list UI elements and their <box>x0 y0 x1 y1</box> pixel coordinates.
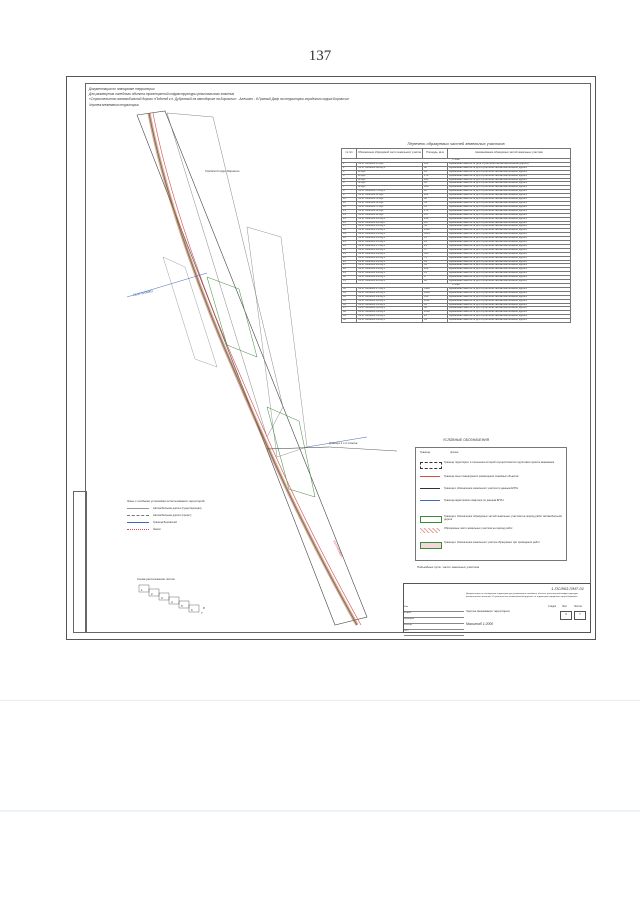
table-cell: Временная занятость для строительства автомобильной дороги <box>448 256 571 260</box>
table-cell: Временная занятость для строительства автомобильной дороги <box>448 315 571 319</box>
table-cell: 110 <box>423 194 448 198</box>
table-cell: Временная занятость для строительства автомобильной дороги <box>448 295 571 299</box>
table-cell: 6 <box>423 276 448 280</box>
legend-extra: Подъездные пути, части земельных участков <box>417 565 480 569</box>
table-cell: 7 <box>342 186 357 190</box>
table-cell: 17 <box>342 225 357 229</box>
table-cell: 53:37:0209001:27/чзу1 <box>357 287 423 291</box>
table-header-area: Площадь, кв.м <box>423 149 448 159</box>
table-cell: Временная занятость для строительства автомобильной дороги <box>448 260 571 264</box>
table-cell: 53:37:0209001:34/чзу1 <box>357 315 423 319</box>
legend-item <box>420 474 566 484</box>
table-cell: 15 <box>342 217 357 221</box>
legend-text-5: Граница и обозначение образуемых частей земельных участков на период работ автомобильной дороги <box>444 515 562 521</box>
table-cell: 53:37:0209001:28/чзу1 <box>357 291 423 295</box>
table-cell: Временная занятость для строительства автомобильной дороги <box>448 178 571 182</box>
left-legend-title: Зоны с особыми условиями использования территорий <box>127 499 205 503</box>
table-cell: Временная занятость для строительства автомобильной дороги <box>448 182 571 186</box>
table-cell: 53:37:0208001:7/чзу1 <box>357 205 423 209</box>
left-legend-swatch <box>127 529 149 533</box>
table-cell: 13 <box>342 209 357 213</box>
table-cell: 2113 <box>423 229 448 233</box>
table-cell: 53:37:0208001:24/чзу1 <box>357 272 423 276</box>
scheme-sheet-label: 8 <box>203 606 205 610</box>
table-cell: 107 <box>423 221 448 225</box>
table-cell: 53:37:0208001:15/чзу1 <box>357 237 423 241</box>
table-cell: 81 <box>423 319 448 323</box>
table-cell: 6261 <box>423 233 448 237</box>
table-cell: 36 <box>342 303 357 307</box>
table-cell: Временная занятость для строительства автомобильной дороги <box>448 287 571 291</box>
table-cell: 12 <box>342 205 357 209</box>
legend-item <box>420 526 566 536</box>
table-cell: 53:37:0208001:16/чзу1 <box>357 241 423 245</box>
stage-boundary-line <box>267 447 329 449</box>
left-legend-swatch <box>127 522 149 526</box>
table-title: Перечень образуемых частей земельных участков <box>407 141 505 146</box>
side-stamp-block <box>73 491 87 633</box>
left-legend-swatch <box>127 508 149 512</box>
table-cell: 92 <box>423 198 448 202</box>
legend-swatch-parcel <box>420 488 440 494</box>
table-cell: 21 <box>423 244 448 248</box>
role-row: Изм. <box>404 606 464 612</box>
role-row: ГИП <box>404 630 464 636</box>
table-cell: 1151 <box>423 299 448 303</box>
table-cell: 53:37:0209001:30/чзу1 <box>357 299 423 303</box>
table-cell: 18 <box>342 229 357 233</box>
table-cell: Временная занятость для строительства автомобильной дороги <box>448 299 571 303</box>
table-cell: 11 <box>342 201 357 205</box>
left-legend-text: Автомобильная дорога (проект) <box>153 514 192 517</box>
table-cell: 53:37:0208001:20/чзу1 <box>357 256 423 260</box>
legend-swatch-hatch <box>420 528 440 533</box>
table-cell: 9 <box>342 194 357 198</box>
table-cell: 53:37:0209001:1/чзу1 <box>357 162 423 166</box>
table-section-2: 2 этап <box>342 284 571 288</box>
header-line-4: Чертеж межевания территории <box>89 103 139 107</box>
table-section-1: 1 этап <box>342 159 571 163</box>
table-cell: 44 <box>423 260 448 264</box>
adjacent-parcel <box>167 113 283 437</box>
table-cell: 25 <box>342 256 357 260</box>
stage-label: Стадия <box>548 605 557 608</box>
left-legend <box>127 499 237 543</box>
document-description: Документация по планировке территории для размещения линейного объекта транспортной инфраструктуры регионального значения «Строительство автомобильной дороги» на территории городского округа Боровичи <box>466 593 579 598</box>
table-row <box>342 319 571 323</box>
table-cell: 3340 <box>423 287 448 291</box>
table-cell: 16 <box>342 221 357 225</box>
sheet-label: Лист <box>562 605 568 608</box>
table-cell: 44 <box>423 303 448 307</box>
legend-header-row <box>420 450 566 460</box>
table-cell: 1060 <box>423 291 448 295</box>
legend-text-4: Граница кадастрового квартала по данным ЕГРН <box>444 499 504 502</box>
left-legend-text: Автомобильная дорога (существующая) <box>153 507 202 510</box>
legend-item <box>420 514 566 524</box>
table-cell: 57 <box>423 248 448 252</box>
table-cell: Временная занятость для строительства автомобильной дороги <box>448 241 571 245</box>
left-legend-item <box>127 527 237 534</box>
scheme-sheet-label: 5 <box>181 604 183 608</box>
table-cell: 53:37:0208001:25/чзу1 <box>357 276 423 280</box>
table-cell: 53:37:0208001:4/чзу1 <box>357 194 423 198</box>
table-cell: Временная занятость для строительства автомобильной дороги <box>448 217 571 221</box>
role-row: Проверил <box>404 618 464 624</box>
page-number: 137 <box>308 48 332 64</box>
table-cell: Временная занятость для строительства автомобильной дороги <box>448 213 571 217</box>
legend-item <box>420 498 566 508</box>
table-cell: 24 <box>342 252 357 256</box>
scheme-drawing <box>137 581 207 615</box>
table-cell: 3/чзу1 <box>357 174 423 178</box>
table-cell: 53:37:0209001:31/чзу1 <box>357 303 423 307</box>
table-cell: 13 <box>423 272 448 276</box>
table-cell: 53:37:0208001:10/чзу1 <box>357 217 423 221</box>
table-cell: Временная занятость для строительства автомобильной дороги <box>448 194 571 198</box>
table-cell: Временная занятость для строительства автомобильной дороги <box>448 252 571 256</box>
table-cell: 1 <box>342 162 357 166</box>
scheme-sheet-label: 2 <box>151 592 153 596</box>
table-cell: Временная занятость для строительства автомобильной дороги <box>448 221 571 225</box>
table-cell: 6 <box>342 182 357 186</box>
table-cell: Временная занятость для строительства автомобильной дороги <box>448 268 571 272</box>
legend-swatch-formed <box>420 542 442 549</box>
table-cell: Временная занятость для строительства автомобильной дороги <box>448 186 571 190</box>
map-label-stage-boundary: Граница 1 и 2 этапов <box>329 441 358 445</box>
table-cell: 38 <box>423 307 448 311</box>
table-cell: Временная занятость для строительства автомобильной дороги <box>448 307 571 311</box>
table-cell: 63 <box>423 241 448 245</box>
table-cell: 96 <box>423 182 448 186</box>
table-cell: 53:37:0209001:32/чзу1 <box>357 307 423 311</box>
title-block <box>403 583 591 633</box>
left-legend-item <box>127 513 237 520</box>
header-line-1: Документация по планировке территории <box>89 87 155 91</box>
table-cell: 19 <box>342 233 357 237</box>
left-legend-item <box>127 506 237 513</box>
table-cell: Временная занятость для строительства автомобильной дороги <box>448 237 571 241</box>
legend-swatch-part <box>420 516 442 523</box>
table-cell: 313 <box>423 295 448 299</box>
legend-item <box>420 486 566 496</box>
table-cell: 23 <box>342 248 357 252</box>
table-cell: 35 <box>423 237 448 241</box>
table-cell: 53:37:0208001:8/чзу1 <box>357 209 423 213</box>
table-cell: 4 <box>342 174 357 178</box>
table-cell: Временная занятость для строительства автомобильной дороги <box>448 229 571 233</box>
table-cell: 53:37:0208001:11/чзу1 <box>357 221 423 225</box>
table-cell: 323 <box>423 252 448 256</box>
table-cell: 53:37:0209001:33/чзу1 <box>357 311 423 315</box>
legend-item <box>420 540 566 550</box>
table-cell: 53:37:0208001:9/чзу1 <box>357 213 423 217</box>
signature-grid <box>404 606 464 632</box>
table-cell: 54 <box>423 201 448 205</box>
table-cell: Временная занятость для строительства автомобильной дороги <box>448 280 571 284</box>
document-code: 1-ПС/863-ПМТ-01 <box>551 586 584 591</box>
table-cell: Временная занятость для строительства автомобильной дороги <box>448 225 571 229</box>
scheme-title: Схема расположения листов <box>137 577 175 581</box>
legend-text-2: Граница зоны планируемого размещения линейных объектов <box>444 475 519 478</box>
road-axis <box>149 113 357 625</box>
table-cell: 48 <box>423 166 448 170</box>
table-cell: 98 <box>423 280 448 284</box>
sheet-name: Чертеж межевания территории <box>466 609 510 613</box>
table-cell: 29 <box>342 272 357 276</box>
table-cell: 37 <box>342 307 357 311</box>
legend-swatch-zone <box>420 476 440 482</box>
table-cell: Временная занятость для строительства автомобильной дороги <box>448 291 571 295</box>
legend-main <box>415 438 567 561</box>
table-cell: 30 <box>342 276 357 280</box>
map-label-quarter-2: 53:37:0208001 <box>332 539 345 559</box>
table-cell: Временная занятость для строительства автомобильной дороги <box>448 190 571 194</box>
left-legend-text: Земли <box>153 528 161 531</box>
table-cell: 295 <box>423 178 448 182</box>
table-cell: 53:37:0208001:12/чзу1 <box>357 225 423 229</box>
table-cell: Временная занятость для строительства автомобильной дороги <box>448 170 571 174</box>
table-cell: Временная занятость для строительства автомобильной дороги <box>448 198 571 202</box>
table-cell: 31 <box>342 280 357 284</box>
table-cell: 53:37:0208001:76/чзу1 <box>357 190 423 194</box>
table-cell: 210 <box>423 217 448 221</box>
map-label-district: Городской округ Боровичи <box>205 169 240 173</box>
table-cell: 21 <box>342 241 357 245</box>
table-cell: 53:37:0208001:23/чзу1 <box>357 268 423 272</box>
legend-text-1: Граница территории, в отношении которой осуществляется подготовка проекта межевания <box>444 461 555 464</box>
table-cell: 53:37:0208001:26/чзу1 <box>357 280 423 284</box>
table-cell: 1202 <box>423 311 448 315</box>
table-cell: Временная занятость для строительства автомобильной дороги <box>448 303 571 307</box>
road-edge <box>153 113 361 625</box>
table-cell: 53:37:0208001:5/чзу1 <box>357 198 423 202</box>
scheme-sheet-label: 3 <box>161 596 163 600</box>
table-header-designation: Обозначение образуемой части земельного участка <box>357 149 423 159</box>
table-cell: 53:37:0208001:17/чзу1 <box>357 244 423 248</box>
table-cell: 28 <box>342 268 357 272</box>
table-cell: 127 <box>423 213 448 217</box>
table-cell: 40 <box>342 319 357 323</box>
table-cell: 2/чзу1 <box>357 170 423 174</box>
table-cell: Временная занятость для строительства автомобильной дороги <box>448 319 571 323</box>
table-header-name: Наименование образуемых частей земельных участков <box>448 149 571 159</box>
table-cell: 226 <box>423 268 448 272</box>
parcel-part-1 <box>207 277 257 357</box>
legend-title: УСЛОВНЫЕ ОБОЗНАЧЕНИЯ <box>442 438 490 442</box>
table-cell: Временная занятость для строительства автомобильной дороги <box>448 272 571 276</box>
drawing-scale: Масштаб 1:2000 <box>466 622 494 626</box>
map-label-quarter-1: 53:37:0209001 <box>132 288 154 298</box>
table-cell: Временная занятость для строительства автомобильной дороги <box>448 264 571 268</box>
table-cell: 6/чзу1 <box>357 186 423 190</box>
table-cell: 53:37:0209001:29/чзу1 <box>357 295 423 299</box>
left-legend-item <box>127 520 237 527</box>
table-cell: 26 <box>342 260 357 264</box>
drawing-sheet <box>66 76 596 640</box>
table-cell: Временная занятость для строительства автомобильной дороги <box>448 205 571 209</box>
table-cell: 5 <box>342 178 357 182</box>
table-cell: Временная занятость для строительства автомобильной дороги <box>448 276 571 280</box>
legend-item <box>420 460 566 470</box>
table-cell: Временная занятость для строительства автомобильной дороги <box>448 166 571 170</box>
table-cell: Временная занятость для строительства автомобильной дороги <box>448 209 571 213</box>
table-cell: 53:37:0208001:18/чзу1 <box>357 248 423 252</box>
table-cell: 34 <box>342 295 357 299</box>
legend-text-6: Образуемые части земельных участков на период работ <box>444 527 513 530</box>
table-cell: 53:37:0209001:82/чзу1 <box>357 166 423 170</box>
table-cell: 5/чзу1 <box>357 182 423 186</box>
table-cell: 39 <box>342 315 357 319</box>
table-cell: 170 <box>423 174 448 178</box>
table-cell: 20 <box>342 237 357 241</box>
left-legend-text: Граница Боровичей <box>153 521 177 524</box>
table-cell: 33 <box>342 291 357 295</box>
table-cell: 34 <box>423 170 448 174</box>
scan-artifact <box>0 810 640 812</box>
table-cell: 173 <box>423 209 448 213</box>
header-line-2: Для размещения линейного объекта транспортной инфраструктуры регионального значения <box>89 92 235 96</box>
table-cell: 38 <box>342 311 357 315</box>
legend-swatch-quarter <box>420 500 440 506</box>
table-cell: 53:37:0208001:22/чзу1 <box>357 264 423 268</box>
left-legend-swatch <box>127 515 149 519</box>
table-cell: Временная занятость (для строительства автомобильной дороги) <box>448 162 571 166</box>
parcel-part-2 <box>267 407 315 497</box>
scan-artifact <box>0 700 640 701</box>
table-cell: 4/чзу1 <box>357 178 423 182</box>
table-cell: Временная занятость для строительства автомобильной дороги <box>448 244 571 248</box>
table-cell: 25 <box>423 315 448 319</box>
legend-col1: Граница <box>420 451 430 454</box>
sheets-label: Листов <box>574 605 582 608</box>
legend-leader <box>329 447 397 451</box>
table-cell: 53:37:0209001:35/чзу1 <box>357 319 423 323</box>
table-cell: Временная занятость для строительства автомобильной дороги <box>448 174 571 178</box>
legend-col2: прочие <box>450 451 459 454</box>
scheme-sheet-label: 6 <box>191 608 193 612</box>
table-cell: 83 <box>423 264 448 268</box>
scheme-sheet-label: 1 <box>141 588 143 592</box>
table-cell: 31 <box>423 205 448 209</box>
table-cell: 53:37:0208001:13/чзу1 <box>357 229 423 233</box>
sheet-number: 3 <box>560 611 572 620</box>
table-cell: 168 <box>423 186 448 190</box>
table-cell: 184 <box>423 162 448 166</box>
table-cell: 53:37:0208001:19/чзу1 <box>357 252 423 256</box>
table-cell: 35 <box>342 299 357 303</box>
table-cell: 10 <box>342 198 357 202</box>
road-zone <box>149 113 357 625</box>
table-cell: 53:37:0208001:21/чзу1 <box>357 260 423 264</box>
role-row: Н.контр. <box>404 624 464 630</box>
table-cell: 53:37:0208001:6/чзу1 <box>357 201 423 205</box>
table-cell: 2 <box>342 166 357 170</box>
table-cell: 59 <box>423 225 448 229</box>
sheets-total: 7 <box>574 611 586 620</box>
table-cell: 32 <box>342 287 357 291</box>
table-cell: 71 <box>423 256 448 260</box>
scheme-sheet-label: 7 <box>201 611 203 615</box>
table-cell: 22 <box>342 244 357 248</box>
table-cell: Временная занятость для строительства автомобильной дороги <box>448 311 571 315</box>
legend-text-3: Граница и обозначение земельного участка по данным ЕГРН <box>444 487 518 490</box>
table-cell: Временная занятость для строительства автомобильной дороги <box>448 233 571 237</box>
table-cell: 53:37:0208001:14/чзу1 <box>357 233 423 237</box>
legend-swatch-boundary <box>420 462 442 469</box>
table-cell: 27 <box>342 264 357 268</box>
parcels-table <box>341 148 571 323</box>
table-cell: 8 <box>342 190 357 194</box>
role-row: Разраб. <box>404 612 464 618</box>
table-cell: 3 <box>342 170 357 174</box>
table-header-num: № п/п <box>342 149 357 159</box>
table-cell: Временная занятость для строительства автомобильной дороги <box>448 201 571 205</box>
table-cell: 14 <box>342 213 357 217</box>
header-line-3: «Строительство автомобильной дороги «Подъезд к п. Дубровный на автодороге на Боровичи» - Алешино - д.Грязный Двор на территории городского округа Боровичи» <box>89 97 350 101</box>
parcels-table-wrap <box>341 141 571 323</box>
legend-text-7: Граница и обозначение земельного участка образуемых при проведении работ <box>444 541 540 544</box>
table-body <box>342 159 571 323</box>
sheet-scheme <box>137 577 207 617</box>
table-cell: 18 <box>423 190 448 194</box>
table-cell: Временная занятость для строительства автомобильной дороги <box>448 248 571 252</box>
scheme-sheet-label: 4 <box>171 600 173 604</box>
